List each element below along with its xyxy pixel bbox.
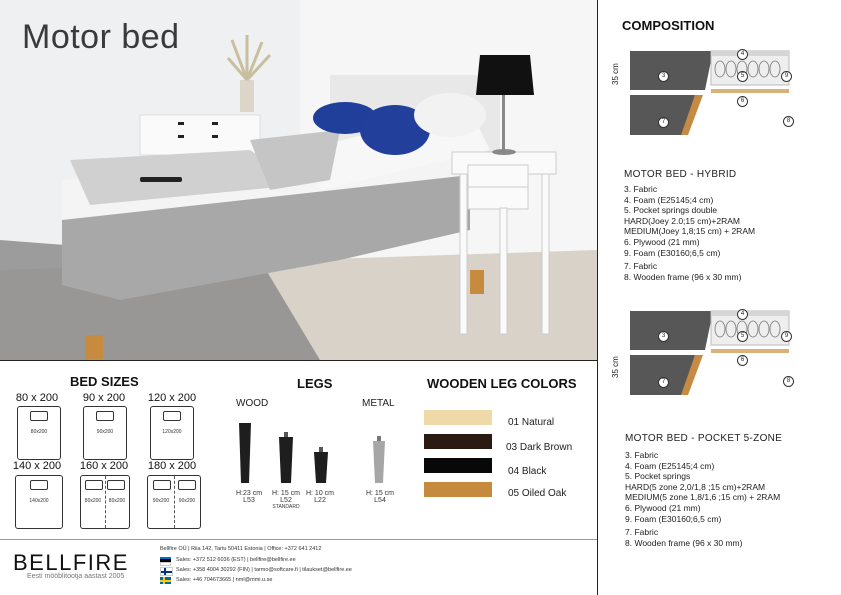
sweden-flag-icon [160,577,171,584]
layer-number-badge: 5 [737,71,748,82]
leg-color-label: 05 Oiled Oak [508,488,567,499]
layer-number-badge: 7 [658,117,669,128]
layer-number-badge: 5 [737,331,748,342]
leg-l54-icon [373,441,385,483]
footer-divider [0,539,597,540]
pillow-icon [178,480,196,490]
spec-line: 3. Fabric [625,450,659,460]
leg-code: L52 [280,497,292,504]
spec-line: 5. Pocket springs [625,471,691,482]
bed-size-label: 80 x 200 [15,392,59,404]
hybrid-layer-diagram [625,45,795,140]
bed-size-inner-label: 90x200 [96,429,114,435]
hero-photo [0,0,597,360]
leg-l54-caption [360,490,400,504]
bed-size-label: 140 x 200 [12,460,62,472]
pillow-icon [85,480,103,490]
leg-color-label: 03 Dark Brown [506,442,573,453]
bed-size-label: 160 x 200 [79,460,129,472]
leg-height: H: 10 cm [305,490,334,497]
bed-size-inner-label: 140x200 [29,498,49,504]
layer-number-badge: 4 [737,309,748,320]
spec-line: 6. Plywood (21 mm) [624,236,700,247]
pillow-icon [30,411,48,421]
spec-line: 9. Foam (E30160;6,5 cm) [625,513,722,524]
bed-size-diagram [17,406,61,460]
leg-height: H: 15 cm [271,490,300,497]
pocket-spec-list [625,450,780,548]
leg-l22-icon [314,452,328,483]
pocket-title: MOTOR BED - POCKET 5-ZONE [625,433,783,444]
bed-size-label: 120 x 200 [147,392,197,404]
leg-height: H:23 cm [235,490,263,497]
bed-size-diagram [83,406,127,460]
spec-line: 8. Wooden frame (96 x 30 mm) [624,271,742,282]
height-label: 35 cm [611,63,620,85]
bed-size-label: 90 x 200 [82,392,126,404]
hybrid-spec-list [624,184,755,282]
metal-label: METAL [362,398,395,409]
bed-size-inner-label: 80x200 [30,429,48,435]
hybrid-title: MOTOR BED - HYBRID [624,169,737,180]
leg-code: L22 [314,497,326,504]
leg-l53-caption [229,490,269,504]
pillow-icon [163,411,181,421]
bed-size-inner-label: 120x200 [162,429,182,435]
brand-tagline: Eesti mööblitootja aastast 2005 [27,573,125,580]
legs-illustration [225,415,405,490]
brand-logo: BELLFIRE [13,550,129,575]
layer-number-badge: 3 [658,71,669,82]
bed-size-inner-label: 90x200 [178,498,196,504]
height-label: 35 cm [611,356,620,378]
bed-size-inner-label: 80x200 [84,498,102,504]
layer-number-badge: 8 [783,376,794,387]
spec-line: HARD(5 zone 2,0/1,8 ;15 cm)+2RAM [625,481,766,492]
vertical-divider [597,0,598,595]
swatch-oiled-oak [424,482,492,497]
layer-number-badge: 6 [737,96,748,107]
layer-number-badge: 8 [783,116,794,127]
page-title: Motor bed [22,18,180,56]
layer-number-badge: 9 [781,71,792,82]
spec-line: MEDIUM(Joey 1,8;15 cm) + 2RAM [624,226,756,237]
pillow-icon [153,480,171,490]
leg-color-label: 04 Black [508,466,547,477]
spec-line: 5. Pocket springs double [624,205,718,216]
spec-line: 7. Fabric [625,527,659,538]
leg-colors-heading: WOODEN LEG COLORS [427,376,577,391]
contact-line: Sales: +46 704673665 | nml@mmi.u.se [176,577,273,583]
swatch-black [424,458,492,473]
estonia-flag-icon [160,557,171,564]
spec-line: 8. Wooden frame (96 x 30 mm) [625,537,743,548]
bed-size-label: 180 x 200 [147,460,197,472]
pillow-icon [96,411,114,421]
fabric-layer-icon [630,51,713,90]
spec-line: 4. Foam (E25145;4 cm) [625,460,715,471]
pillow-icon [30,480,48,490]
layer-number-badge: 4 [737,49,748,60]
leg-code: L54 [374,497,386,504]
spec-line: 6. Plywood (21 mm) [625,502,701,513]
leg-l22-caption [300,490,340,504]
spec-line: 9. Foam (E30160;6,5 cm) [624,247,721,258]
bed-size-diagram [15,475,63,529]
leg-l52-icon [279,437,293,483]
swatch-natural [424,410,492,425]
spec-line: 7. Fabric [624,261,658,272]
finland-flag-icon [160,567,173,576]
pocket-layer-diagram [625,305,795,400]
bed-size-diagram [80,475,130,529]
leg-height: H: 15 cm [365,490,394,497]
wood-label: WOOD [236,398,269,409]
spec-line: MEDIUM(5 zone 1,8/1,6 ;15 cm) + 2RAM [625,492,781,503]
spec-line: 4. Foam (E25145;4 cm) [624,194,714,205]
spec-line: HARD(Joey 2.0;15 cm)+2RAM [624,215,740,226]
contact-line: Sales: +372 512 6036 (EST) | bellfire@bellfire.ee [176,557,296,563]
company-line: Bellfire OÜ | Riia 142, Tartu 50411 Estonia | Office: +372 641 2412 [160,546,322,552]
composition-heading: COMPOSITION [622,18,715,33]
contact-line: Sales: +358 4004 30292 (FIN) | tarmo@softcare.fi | tilaukset@bellfire.ee [176,567,352,573]
layer-number-badge: 6 [737,355,748,366]
pillow-icon [107,480,125,490]
bed-size-diagram [150,406,194,460]
layer-number-badge: 3 [658,331,669,342]
legs-heading: LEGS [297,376,333,391]
horizontal-divider [0,360,597,361]
leg-l53-icon [239,423,251,483]
leg-note: STANDARD [272,504,300,510]
layer-number-badge: 9 [781,331,792,342]
spec-line: 3. Fabric [624,184,658,194]
bed-size-inner-label: 90x200 [152,498,170,504]
swatch-dark-brown [424,434,492,449]
bed-size-inner-label: 80x200 [108,498,126,504]
bed-sizes-heading: BED SIZES [70,374,139,389]
layer-number-badge: 7 [658,377,669,388]
leg-color-label: 01 Natural [508,417,555,428]
bed-size-diagram [147,475,201,529]
fabric-layer-icon [630,311,713,350]
leg-code: L53 [243,497,255,504]
